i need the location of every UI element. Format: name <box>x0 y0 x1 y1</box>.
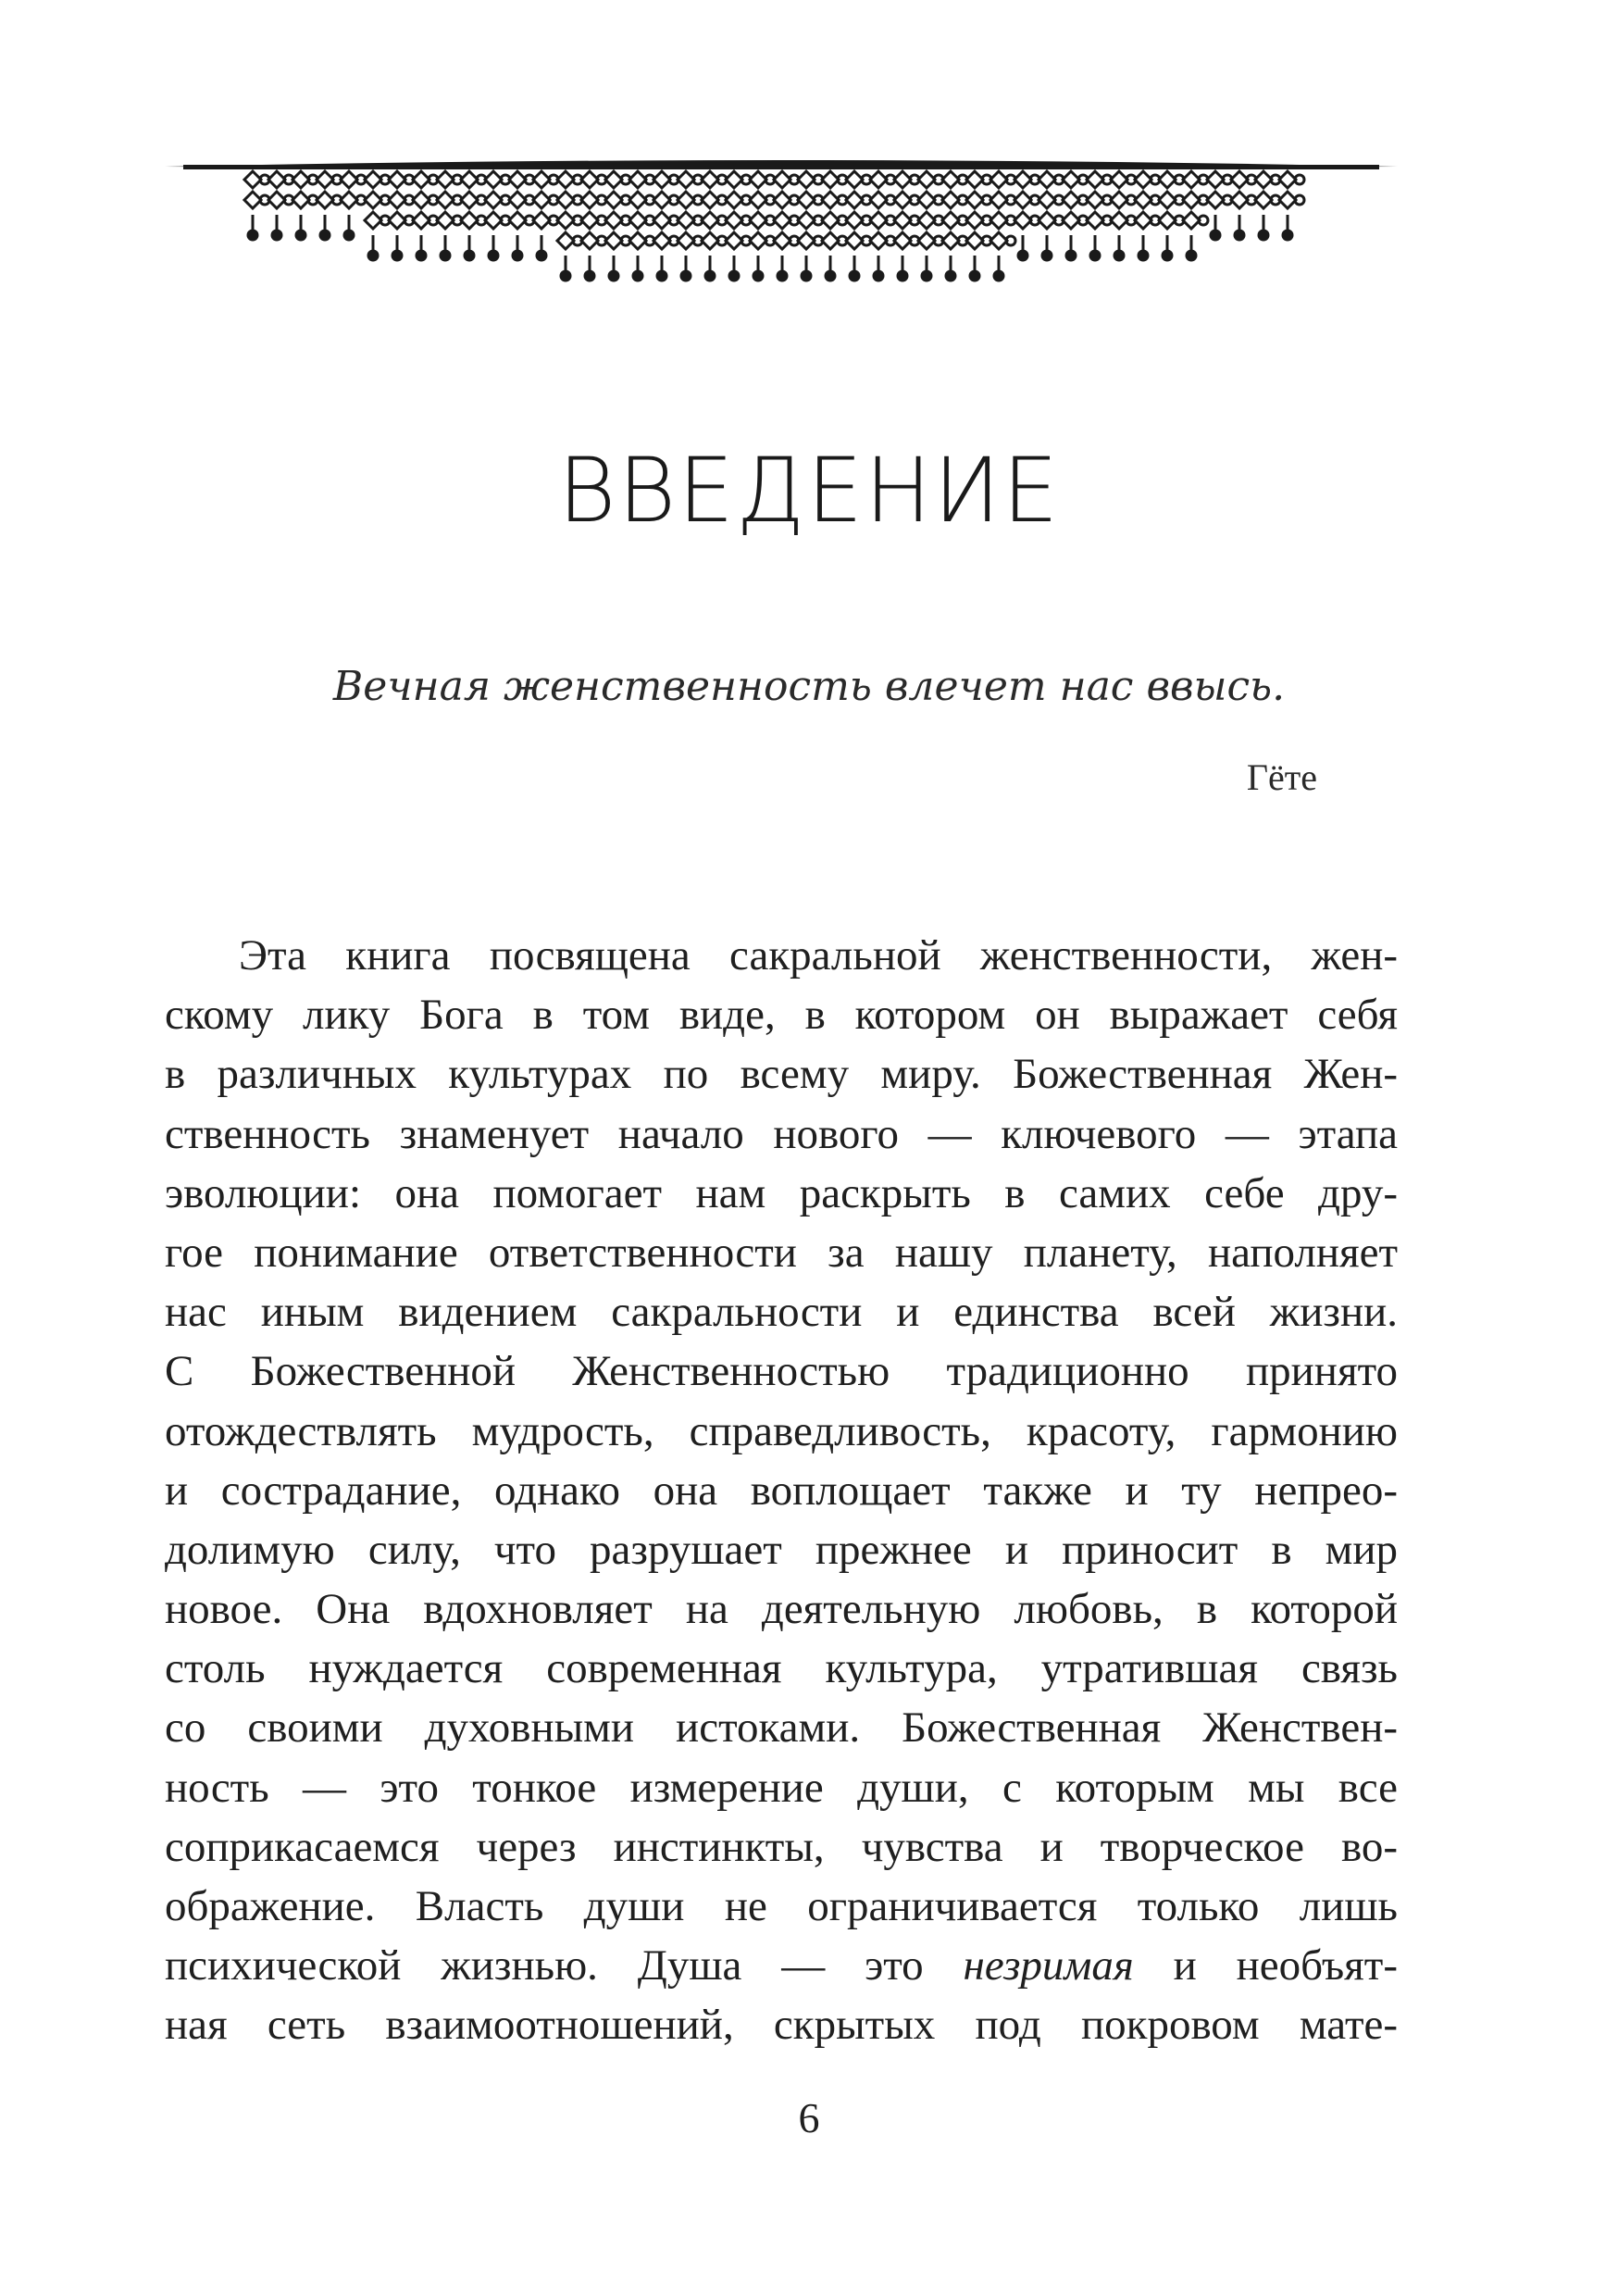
text-line: новое. Она вдохновляет на деятельную любовь, в которой <box>165 1585 1398 1634</box>
text-line: скому лику Бога в том виде, в котором он выражает себя <box>165 991 1398 1040</box>
text-line: в различных культурах по всему миру. Божественная Жен- <box>165 1050 1398 1099</box>
italic-word: незримая <box>963 1941 1134 1990</box>
text-line: ственность знаменует начало нового — ключевого — этапа <box>165 1109 1398 1158</box>
text-line-with-italic <box>165 1936 1398 1995</box>
text-line: соприкасаемся через инстинкты, чувства и творческое во- <box>165 1822 1398 1871</box>
text-line: ная сеть взаимоотношений, скрытых под покровом мате- <box>165 2001 1398 2050</box>
text-line: нас иным видением сакральности и единства всей жизни. <box>165 1288 1398 1337</box>
chapter-title: ВВЕДЕНИЕ <box>557 439 1061 543</box>
text-line: ображение. Власть души не ограничивается только лишь <box>165 1882 1398 1930</box>
epigraph-quote: Вечная женственность влечет нас ввысь. <box>332 663 1286 710</box>
epigraph-author: Гёте <box>1246 756 1317 798</box>
page-number: 6 <box>798 2094 820 2141</box>
text-segment: и необъят- <box>1133 1941 1398 1990</box>
text-segment: психической жизнью. Душа — это <box>165 1941 964 1990</box>
text-line: долимую силу, что разрушает прежнее и приносит в мир <box>165 1525 1398 1574</box>
text-line: эволюции: она помогает нам раскрыть в самих себе дру- <box>165 1168 1398 1217</box>
text-line: Эта книга посвящена сакральной женственности, жен- <box>239 931 1398 980</box>
text-line: С Божественной Женственностью традиционно принято <box>165 1347 1398 1396</box>
text-line: гое понимание ответственности за нашу планету, наполняет <box>165 1228 1398 1277</box>
text-line: столь нуждается современная культура, утратившая связь <box>165 1644 1398 1693</box>
body-paragraph <box>165 926 1398 2055</box>
text-line: со своими духовными истоками. Божественная Женствен- <box>165 1703 1398 1753</box>
text-line: отождествлять мудрость, справедливость, красоту, гармонию <box>165 1406 1398 1455</box>
text-line: ность — это тонкое измерение души, с которым мы все <box>165 1763 1398 1812</box>
lace-border-ornament-icon <box>165 156 1398 294</box>
text-line: и сострадание, однако она воплощает также и ту непрео- <box>165 1466 1398 1515</box>
